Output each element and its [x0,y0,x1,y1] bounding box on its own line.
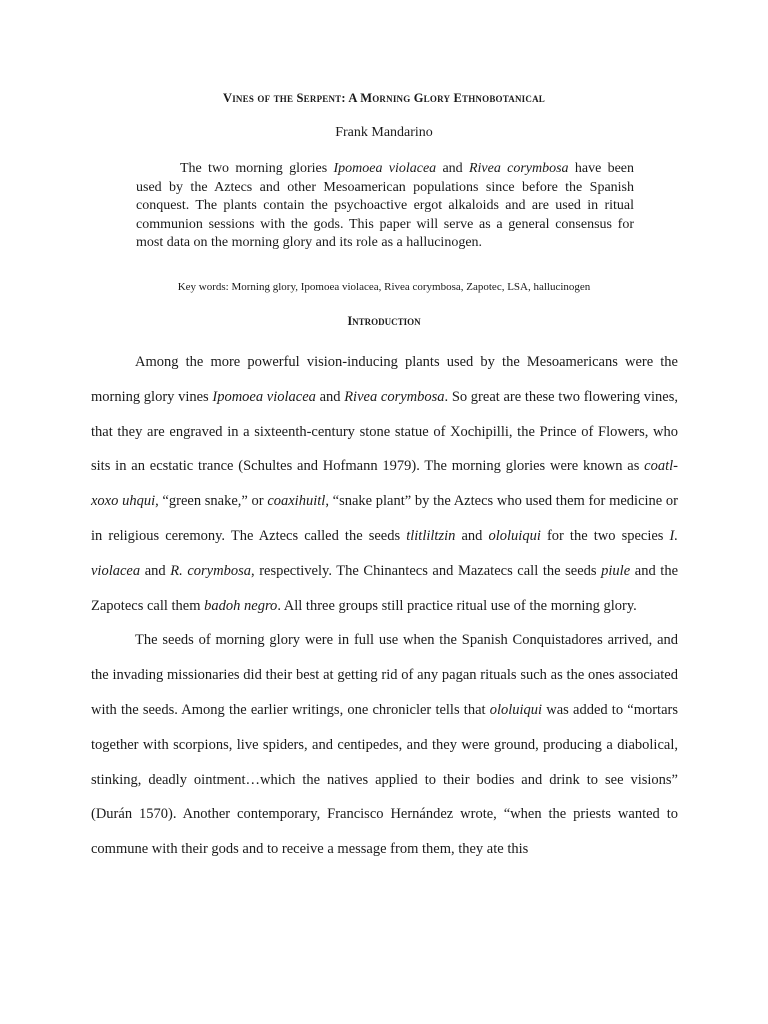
text-run: and [455,527,489,544]
native-term: tlitliltzin [406,527,456,544]
text-run: and [140,562,171,579]
abstract-text: have been used by the Aztecs and other Mesoamerican populations since before the Spanish conquest. The plants contain the psychoactive ergot alkaloids and are used in ritual communion sessions with the gods. This paper will serve as a general consensus for most data on the morning glory and its role as a hallucinogen. [136,161,634,250]
native-term: coaxihuitl [267,493,326,510]
native-term: ololuiqui [489,701,543,718]
text-run: and [315,388,345,405]
species-name: Ipomoea violacea [212,388,316,405]
native-term: ololuiqui [488,527,541,544]
text-run: The seeds of morning glory were in full use when the Spanish Conquistadores arrived, and the invading missionaries did their best at getting rid of any pagan rituals such as the ones associated with the seeds. Among the earlier writings, one chronicler tells that [91,632,678,718]
keywords: Key words: Morning glory, Ipomoea violacea, Rivea corymbosa, Zapotec, LSA, hallucinogen [177,281,591,293]
author-name: Frank Mandarino [335,125,433,140]
text-run: Among the more powerful vision-inducing plants used by the Mesoamericans were the morning glory vines [91,354,678,405]
species-name: I. violacea [91,527,678,579]
text-run: , “green snake,” or [155,493,268,510]
paper-title: Vines of the Serpent: A Morning Glory Ethnobotanical [223,91,545,105]
abstract-species-name: Ipomoea violacea [333,161,437,176]
abstract-text: The two morning glories [180,161,334,176]
abstract [136,160,634,253]
text-run: was added to “mortars together with scorpions, live spiders, and centipedes, and they were ground, producing a diabolical, stinking, deadly ointment…which the natives applied to their bodies and drink to see visions” (Durán 1570). Another contemporary, Francisco Hernández wrote, “when the priests wanted to commune with their gods and to receive a message from them, they ate this [91,701,678,858]
native-term: badoh negro [204,597,278,614]
section-heading-introduction: Introduction [347,314,421,328]
text-run: . So great are these two flowering vines, that they are engraved in a sixteenth-century stone statue of Xochipilli, the Prince of Flowers, who sits in an ecstatic trance (Schultes and Hofmann 1979). The morning glories were known as [91,388,678,475]
species-name: Rivea corymbosa [344,388,445,405]
paragraph-2 [91,623,678,867]
native-term: piule [601,562,631,579]
text-run: and the Zapotecs call them [91,562,678,614]
body-text [91,345,678,867]
text-run: . All three groups still practice ritual use of the morning glory. [277,597,637,614]
native-term: coatl-xoxo uhqui [91,458,678,510]
abstract-species-name: Rivea corymbosa [468,161,569,176]
text-run: , “snake plant” by the Aztecs who used them for medicine or in religious ceremony. The Aztecs called the seeds [91,493,679,544]
paragraph-1 [91,345,678,623]
text-run: for the two species [540,527,670,544]
abstract-text: and [436,161,469,176]
text-run: , respectively. The Chinantecs and Mazatecs call the seeds [250,562,602,579]
species-name: R. corymbosa [170,562,251,579]
